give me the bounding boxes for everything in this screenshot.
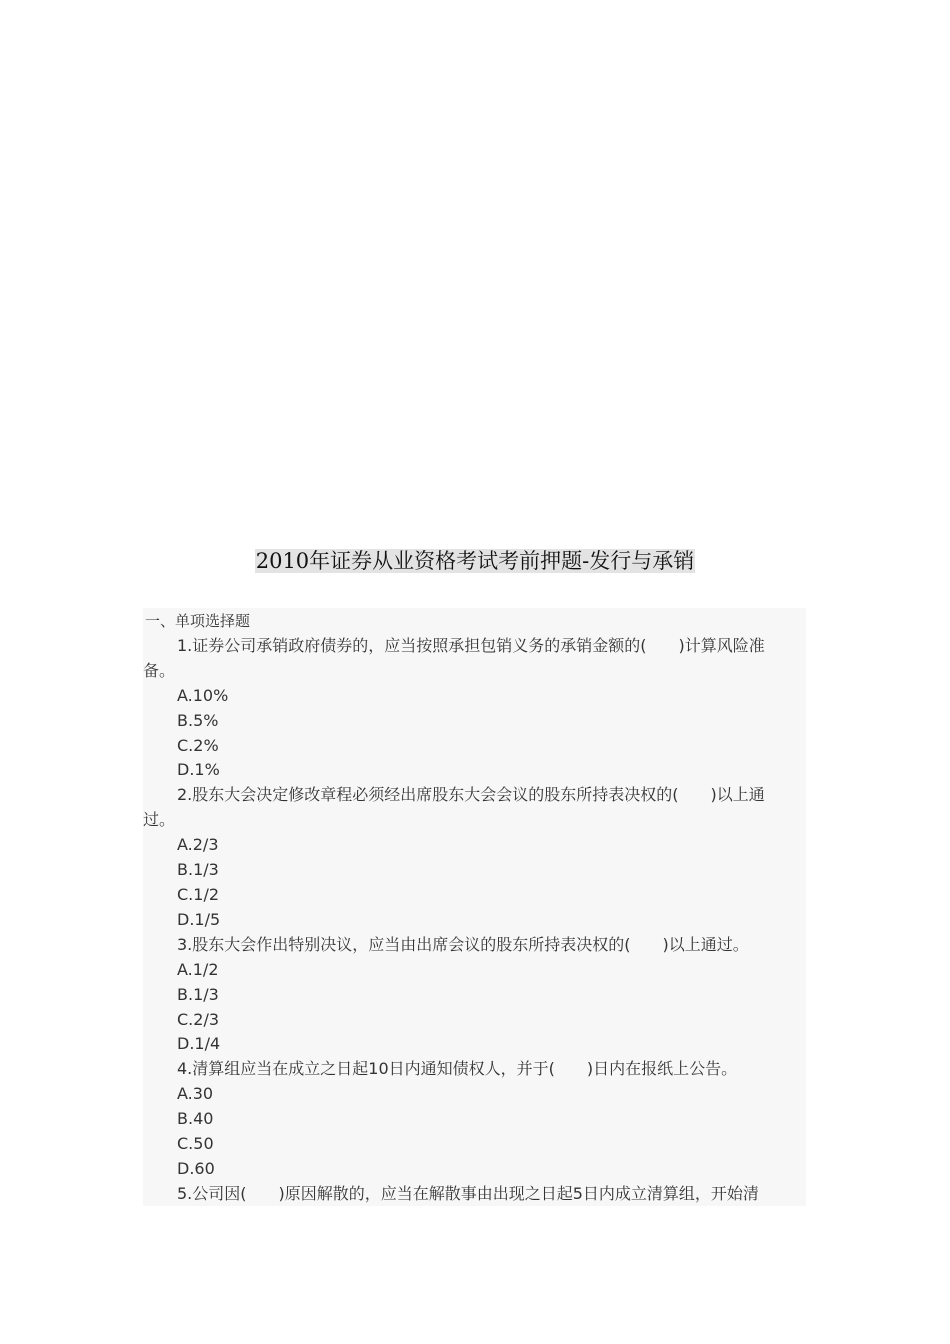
question-1-stem: 1.证券公司承销政府债券的，应当按照承担包销义务的承销金额的( )计算风险准	[177, 635, 765, 655]
question-content	[143, 608, 806, 1206]
question-4-option-d: D.60	[177, 1158, 215, 1178]
question-1-option-a: A.10%	[177, 685, 229, 705]
question-2-stem-continued: 过。	[143, 810, 176, 830]
question-5-stem: 5.公司因( )原因解散的，应当在解散事由出现之日起5日内成立清算组，开始清	[177, 1183, 759, 1203]
question-4-stem: 4.清算组应当在成立之日起10日内通知债权人，并于( )日内在报纸上公告。	[177, 1059, 738, 1079]
question-3-option-b: B.1/3	[177, 984, 219, 1004]
question-3-option-c: C.2/3	[177, 1009, 220, 1029]
question-3-stem: 3.股东大会作出特别决议，应当由出席会议的股东所持表决权的( )以上通过。	[177, 934, 749, 954]
question-2-option-a: A.2/3	[177, 835, 219, 855]
document-title-text: 2010年证券从业资格考试考前押题-发行与承销	[255, 549, 695, 573]
question-4-option-b: B.40	[177, 1109, 214, 1129]
document-title	[0, 545, 950, 577]
question-1-option-c: C.2%	[177, 735, 219, 755]
question-2-option-c: C.1/2	[177, 884, 220, 904]
question-3-option-d: D.1/4	[177, 1034, 221, 1054]
question-1-option-d: D.1%	[177, 760, 220, 780]
question-3-option-a: A.1/2	[177, 959, 219, 979]
question-2-option-d: D.1/5	[177, 909, 221, 929]
question-2-stem: 2.股东大会决定修改章程必须经出席股东大会会议的股东所持表决权的( )以上通	[177, 785, 765, 805]
question-2-option-b: B.1/3	[177, 860, 219, 880]
section-heading: 一、单项选择题	[145, 612, 251, 630]
question-4-option-c: C.50	[177, 1134, 214, 1154]
question-4-option-a: A.30	[177, 1084, 214, 1104]
question-1-option-b: B.5%	[177, 710, 219, 730]
question-1-stem-continued: 备。	[143, 660, 176, 680]
